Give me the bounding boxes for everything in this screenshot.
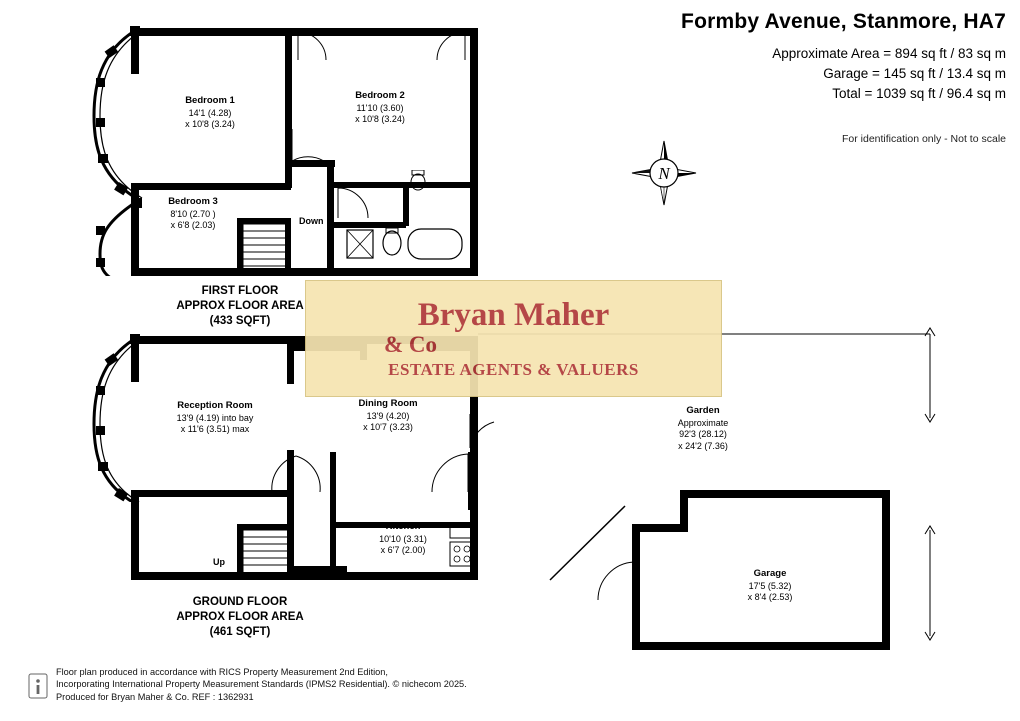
footer-line-3: Produced for Bryan Maher & Co. REF : 1362931 (56, 691, 254, 702)
room-dim-1: 11'10 (3.60) (356, 102, 404, 113)
floor-subtitle: APPROX FLOOR AREA (176, 611, 304, 623)
footer-text (56, 666, 467, 704)
wall-partition (330, 452, 336, 572)
room-name: Bedroom 2 (355, 90, 405, 101)
bay-window (86, 334, 146, 502)
garden-line-2: 92'3 (28.12) (679, 429, 727, 439)
watermark-line-1: Bryan Maher (417, 296, 610, 333)
room-name: Bedroom 3 (168, 196, 218, 207)
room-dim-1: 10'10 (3.31) (379, 533, 427, 544)
door-icon (290, 125, 332, 165)
wall (686, 490, 890, 498)
room-dim-1: 13'9 (4.20) (366, 410, 410, 421)
floor-title: FIRST FLOOR (201, 285, 279, 297)
staircase-down-icon (243, 224, 289, 276)
door-icon (410, 30, 470, 70)
garden-label (648, 405, 758, 452)
area-summary (772, 44, 1006, 104)
floor-area: (461 SQFT) (209, 626, 271, 638)
footer-line-1: Floor plan produced in accordance with RICS Property Measurement 2nd Edition, (56, 666, 388, 677)
wall (680, 490, 688, 530)
bathroom-fittings-icon (346, 228, 466, 274)
room-label-garage (710, 568, 830, 604)
ground-floor-caption (140, 595, 340, 640)
area-line-approx: Approximate Area = 894 sq ft / 83 sq m (772, 46, 1006, 61)
room-dim-2: x 10'8 (3.24) (355, 114, 405, 124)
bay-window (86, 26, 146, 276)
wall (131, 494, 139, 578)
compass-icon (626, 135, 702, 211)
door-icon (596, 558, 656, 604)
footer-line-2: Incorporating International Property Measurement Standards (IPMS2 Residential). © nichecom 2025. (56, 679, 467, 689)
door-icon (336, 186, 372, 222)
wall (632, 642, 890, 650)
room-name: Garage (753, 568, 787, 579)
room-name: Kitchen (385, 521, 421, 532)
room-name: Dining Room (358, 398, 418, 409)
wall-partition (287, 566, 347, 574)
watermark-line-3: ESTATE AGENTS & VALUERS (388, 359, 639, 379)
room-dim-2: x 6'7 (2.00) (380, 545, 426, 555)
wall-partition (327, 160, 334, 276)
wall (882, 490, 890, 650)
door-icon (430, 452, 472, 496)
room-label-kitchen (348, 521, 458, 557)
room-dim-2: x 10'8 (3.24) (185, 119, 235, 129)
room-dim-1: 13'9 (4.19) into bay (176, 412, 254, 423)
stairs-down-label: Down (299, 216, 324, 226)
room-dim-1: 14'1 (4.28) (188, 107, 232, 118)
garden-line-3: x 24'2 (7.36) (678, 440, 728, 451)
room-dim-2: x 8'4 (2.53) (747, 592, 793, 602)
svg-text:N: N (658, 164, 670, 183)
area-line-total: Total = 1039 sq ft / 96.4 sq m (832, 86, 1006, 101)
staircase-up-icon (243, 530, 289, 574)
wc-icon (408, 170, 430, 192)
info-icon (28, 673, 48, 699)
floor-subtitle: APPROX FLOOR AREA (176, 300, 304, 312)
room-dim-1: 17'5 (5.32) (748, 580, 792, 591)
room-dim-1: 8'10 (2.70 ) (170, 208, 216, 219)
room-dim-2: x 11'6 (3.51) max (180, 424, 250, 434)
floor-title: GROUND FLOOR (192, 596, 288, 608)
stairs-up-label: Up (213, 557, 225, 567)
wall-partition (131, 183, 291, 190)
garden-name: Garden (686, 405, 720, 416)
room-label-bedroom-3 (138, 196, 248, 232)
room-label-bedroom-2 (325, 90, 435, 126)
room-label-bedroom-1 (150, 95, 270, 131)
floor-area: (433 SQFT) (209, 315, 271, 327)
door-icon (296, 30, 356, 70)
door-icon (266, 452, 326, 494)
watermark-line-2: & Co (384, 331, 438, 357)
room-label-reception-room (140, 400, 290, 436)
room-name: Bedroom 1 (185, 95, 235, 106)
room-name: Reception Room (177, 400, 253, 411)
page-title: Formby Avenue, Stanmore, HA7 (681, 10, 1006, 33)
wall (470, 28, 478, 276)
watermark (305, 280, 722, 397)
room-dim-2: x 6'8 (2.03) (170, 220, 216, 230)
disclaimer-text: For identification only - Not to scale (842, 133, 1006, 145)
area-line-garage: Garage = 145 sq ft / 13.4 sq m (823, 66, 1006, 81)
garden-line-1: Approximate (677, 417, 729, 428)
room-label-dining-room (328, 398, 448, 434)
room-dim-2: x 10'7 (3.23) (363, 422, 413, 432)
